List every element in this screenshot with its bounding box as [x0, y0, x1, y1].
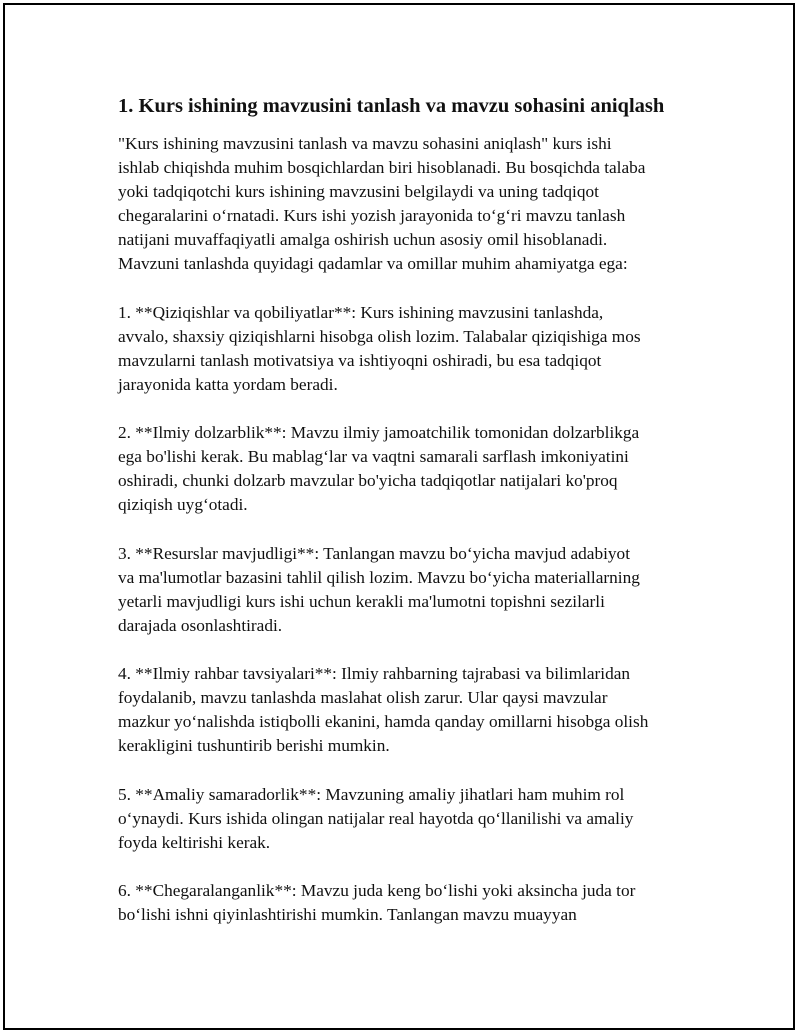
list-paragraph-relevance: [118, 421, 698, 517]
text-line: jarayonida katta yordam beradi.: [118, 374, 338, 394]
text-line: mazkur yo‘nalishda istiqbolli ekanini, hamda qanday omillarni hisobga olish: [118, 712, 649, 732]
text-line: chegaralarini o‘rnatadi. Kurs ishi yozish jarayonida to‘g‘ri mavzu tanlash: [118, 206, 626, 226]
text-line: foyda keltirishi kerak.: [118, 832, 271, 852]
document-body: [118, 92, 698, 951]
text-line: Mavzuni tanlashda quyidagi qadamlar va omillar muhim ahamiyatga ega:: [118, 254, 628, 274]
text-line: yoki tadqiqotchi kurs ishining mavzusini belgilaydi va uning tadqiqot: [118, 182, 599, 202]
text-line: 1. **Qiziqishlar va qobiliyatlar**: Kurs ishining mavzusini tanlashda,: [118, 302, 604, 322]
text-line: 6. **Chegaralanganlik**: Mavzu juda keng bo‘lishi yoki aksincha juda tor: [118, 880, 636, 900]
text-line: yetarli mavjudligi kurs ishi uchun kerakli ma'lumotni topishni sezilarli: [118, 591, 605, 611]
text-line: ishlab chiqishda muhim bosqichlardan biri hisoblanadi. Bu bosqichda talaba: [118, 158, 646, 178]
list-paragraph-practicality: [118, 783, 698, 855]
text-line: natijani muvaffaqiyatli amalga oshirish uchun asosiy omil hisoblanadi.: [118, 230, 608, 250]
text-line: oshiradi, chunki dolzarb mavzular bo'yicha tadqiqotlar natijalari ko'proq: [118, 471, 618, 491]
list-paragraph-supervisor: [118, 662, 698, 758]
text-line: o‘ynaydi. Kurs ishida olingan natijalar real hayotda qo‘llanilishi va amaliy: [118, 808, 634, 828]
text-line: 3. **Resurslar mavjudligi**: Tanlangan mavzu bo‘yicha mavjud adabiyot: [118, 543, 630, 563]
list-paragraph-resources: [118, 542, 698, 638]
text-line: ega bo'lishi kerak. Bu mablag‘lar va vaqtni samarali sarflash imkoniyatini: [118, 447, 629, 467]
list-paragraph-scope: [118, 879, 698, 927]
text-line: "Kurs ishining mavzusini tanlash va mavzu sohasini aniqlash" kurs ishi: [118, 134, 612, 153]
text-line: darajada osonlashtiradi.: [118, 615, 283, 635]
intro-paragraph: [118, 132, 698, 277]
text-line: kerakligini tushuntirib berishi mumkin.: [118, 736, 390, 756]
document-title: 1. Kurs ishining mavzusini tanlash va mavzu sohasini aniqlash: [118, 95, 665, 117]
text-line: va ma'lumotlar bazasini tahlil qilish lozim. Mavzu bo‘yicha materiallarning: [118, 567, 640, 587]
text-line: qiziqish uyg‘otadi.: [118, 495, 248, 515]
text-line: 5. **Amaliy samaradorlik**: Mavzuning amaliy jihatlari ham muhim rol: [118, 784, 625, 804]
text-line: foydalanib, mavzu tanlashda maslahat olish zarur. Ular qaysi mavzular: [118, 688, 608, 708]
text-line: bo‘lishi ishni qiyinlashtirishi mumkin. Tanlangan mavzu muayyan: [118, 905, 577, 924]
text-line: mavzularni tanlash motivatsiya va ishtiyoqni oshiradi, bu esa tadqiqot: [118, 350, 602, 370]
text-line: 2. **Ilmiy dolzarblik**: Mavzu ilmiy jamoatchilik tomonidan dolzarblikga: [118, 423, 640, 443]
text-line: avvalo, shaxsiy qiziqishlarni hisobga olish lozim. Talabalar qiziqishiga mos: [118, 326, 641, 346]
list-paragraph-interests: [118, 301, 698, 397]
text-line: 4. **Ilmiy rahbar tavsiyalari**: Ilmiy rahbarning tajrabasi va bilimlaridan: [118, 664, 631, 684]
